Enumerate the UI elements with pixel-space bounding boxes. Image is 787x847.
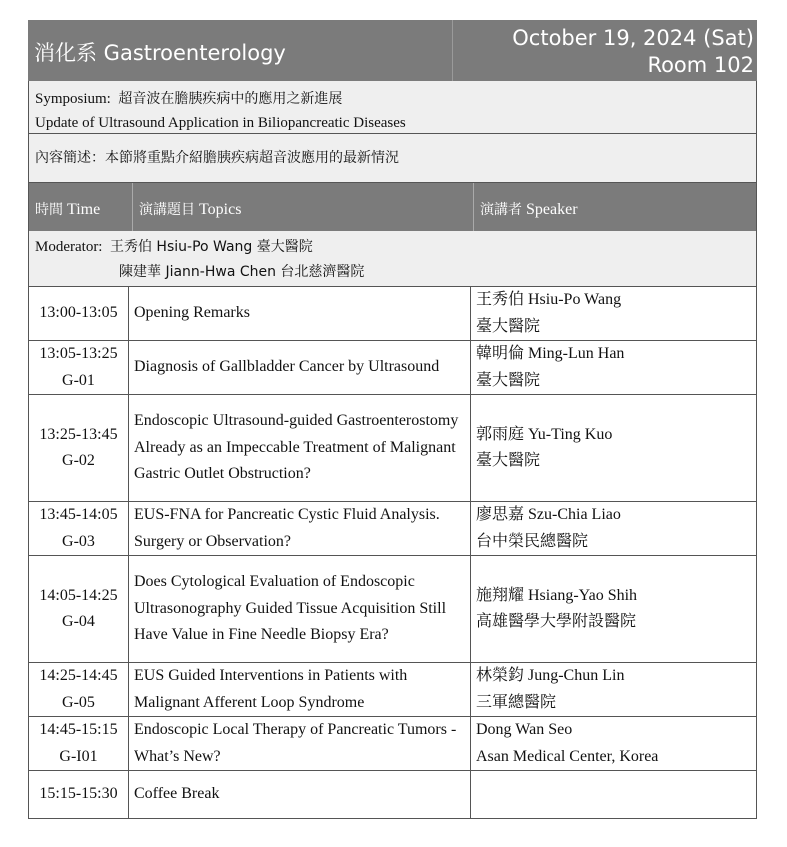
speaker-name: 廖思嘉 Szu-Chia Liao xyxy=(476,506,621,523)
session-topic: EUS-FNA for Pancreatic Cystic Fluid Analysis. Surgery or Observation? xyxy=(129,502,471,556)
session-room: Room 102 xyxy=(647,53,754,77)
session-speaker-cell xyxy=(471,717,757,771)
schedule-row xyxy=(29,341,757,395)
summary-box xyxy=(28,134,757,183)
session-speaker-cell xyxy=(471,556,757,663)
session-topic: Coffee Break xyxy=(129,771,471,819)
speaker-affiliation: Asan Medical Center, Korea xyxy=(476,747,659,765)
session-code: G-05 xyxy=(62,693,95,711)
session-topic: EUS Guided Interventions in Patients with Malignant Afferent Loop Syndrome xyxy=(129,663,471,717)
session-time: 14:05-14:25 xyxy=(39,586,118,604)
session-speaker-cell xyxy=(471,771,757,819)
speaker-name: 韓明倫 Ming-Lun Han xyxy=(476,345,625,362)
speaker-affiliation: 臺大醫院 xyxy=(476,317,541,335)
schedule-row xyxy=(29,717,757,771)
program-sheet xyxy=(28,20,757,819)
speaker-affiliation: 臺大醫院 xyxy=(476,371,541,389)
schedule-row xyxy=(29,771,757,819)
symposium-title-en: Update of Ultrasound Application in Biliopancreatic Diseases xyxy=(35,115,406,131)
symposium-title-zh: 超音波在膽胰疾病中的應用之新進展 xyxy=(118,91,343,107)
session-topic: Does Cytological Evaluation of Endoscopic Ultrasonography Guided Tissue Acquisition Still Have Value in Fine Needle Biopsy Era? xyxy=(129,556,471,663)
speaker-name: 郭雨庭 Yu-Ting Kuo xyxy=(476,425,613,443)
speaker-affiliation: 台中榮民總醫院 xyxy=(476,532,589,550)
session-speaker-cell xyxy=(471,287,757,341)
session-code: G-02 xyxy=(62,452,95,469)
session-code: G-I01 xyxy=(59,747,98,765)
session-time-cell xyxy=(29,556,129,663)
schedule-row xyxy=(29,287,757,341)
session-date: October 19, 2024 (Sat) xyxy=(512,26,754,50)
schedule-table xyxy=(28,286,757,819)
session-time-cell xyxy=(29,287,129,341)
session-time: 15:15-15:30 xyxy=(39,785,118,803)
moderator-label: Moderator: xyxy=(35,239,103,255)
session-speaker-cell xyxy=(471,341,757,395)
session-topic: Endoscopic Local Therapy of Pancreatic Tumors - What’s New? xyxy=(129,717,471,771)
column-topics: 演講題目 Topics xyxy=(133,183,474,231)
session-speaker-cell xyxy=(471,502,757,556)
session-code: G-04 xyxy=(62,613,95,630)
symposium-label: Symposium: xyxy=(35,91,111,107)
session-topic: Endoscopic Ultrasound-guided Gastroenterostomy Already as an Impeccable Treatment of Malignant Gastric Outlet Obstruction? xyxy=(129,395,471,502)
session-speaker-cell xyxy=(471,663,757,717)
session-time-cell xyxy=(29,341,129,395)
speaker-affiliation: 臺大醫院 xyxy=(476,452,541,469)
session-time: 13:05-13:25 xyxy=(39,345,118,362)
session-time-cell xyxy=(29,502,129,556)
column-time: 時間 Time xyxy=(29,183,133,231)
column-header-row xyxy=(28,183,757,231)
speaker-name: 王秀伯 Hsiu-Po Wang xyxy=(476,291,622,308)
session-time-cell xyxy=(29,771,129,819)
summary-text: 內容簡述：本節將重點介紹膽胰疾病超音波應用的最新情況 xyxy=(35,150,399,166)
session-topic: Opening Remarks xyxy=(129,287,471,341)
column-speaker: 演講者 Speaker xyxy=(480,201,578,218)
session-time-cell xyxy=(29,663,129,717)
session-code: G-03 xyxy=(62,532,95,550)
moderator-1: 王秀伯 Hsiu-Po Wang 臺大醫院 xyxy=(109,239,313,255)
session-time: 14:45-15:15 xyxy=(39,721,118,738)
speaker-affiliation: 三軍總醫院 xyxy=(476,693,557,711)
session-time: 13:45-14:05 xyxy=(39,506,118,523)
session-time: 14:25-14:45 xyxy=(39,667,118,684)
schedule-row xyxy=(29,395,757,502)
track-cell xyxy=(28,20,453,81)
moderator-box xyxy=(28,231,757,286)
session-time-cell xyxy=(29,395,129,502)
moderator-2: 陳建華 Jiann-Hwa Chen 台北慈濟醫院 xyxy=(119,264,365,280)
speaker-affiliation: 高雄醫學大學附設醫院 xyxy=(476,613,637,630)
symposium-box xyxy=(28,81,757,134)
speaker-name: 施翔耀 Hsiang-Yao Shih xyxy=(476,586,638,604)
session-time: 13:00-13:05 xyxy=(39,304,118,322)
schedule-row xyxy=(29,556,757,663)
session-time-cell xyxy=(29,717,129,771)
session-code: G-01 xyxy=(62,371,95,389)
speaker-name: 林榮鈞 Jung-Chun Lin xyxy=(476,667,625,684)
track-title: 消化系 Gastroenterology xyxy=(34,41,286,65)
session-speaker-cell xyxy=(471,395,757,502)
schedule-row xyxy=(29,663,757,717)
speaker-name: Dong Wan Seo xyxy=(476,721,573,738)
session-time: 13:25-13:45 xyxy=(39,425,118,443)
date-room xyxy=(512,25,754,79)
session-topic: Diagnosis of Gallbladder Cancer by Ultrasound xyxy=(129,341,471,395)
session-header xyxy=(28,20,757,81)
schedule-row xyxy=(29,502,757,556)
